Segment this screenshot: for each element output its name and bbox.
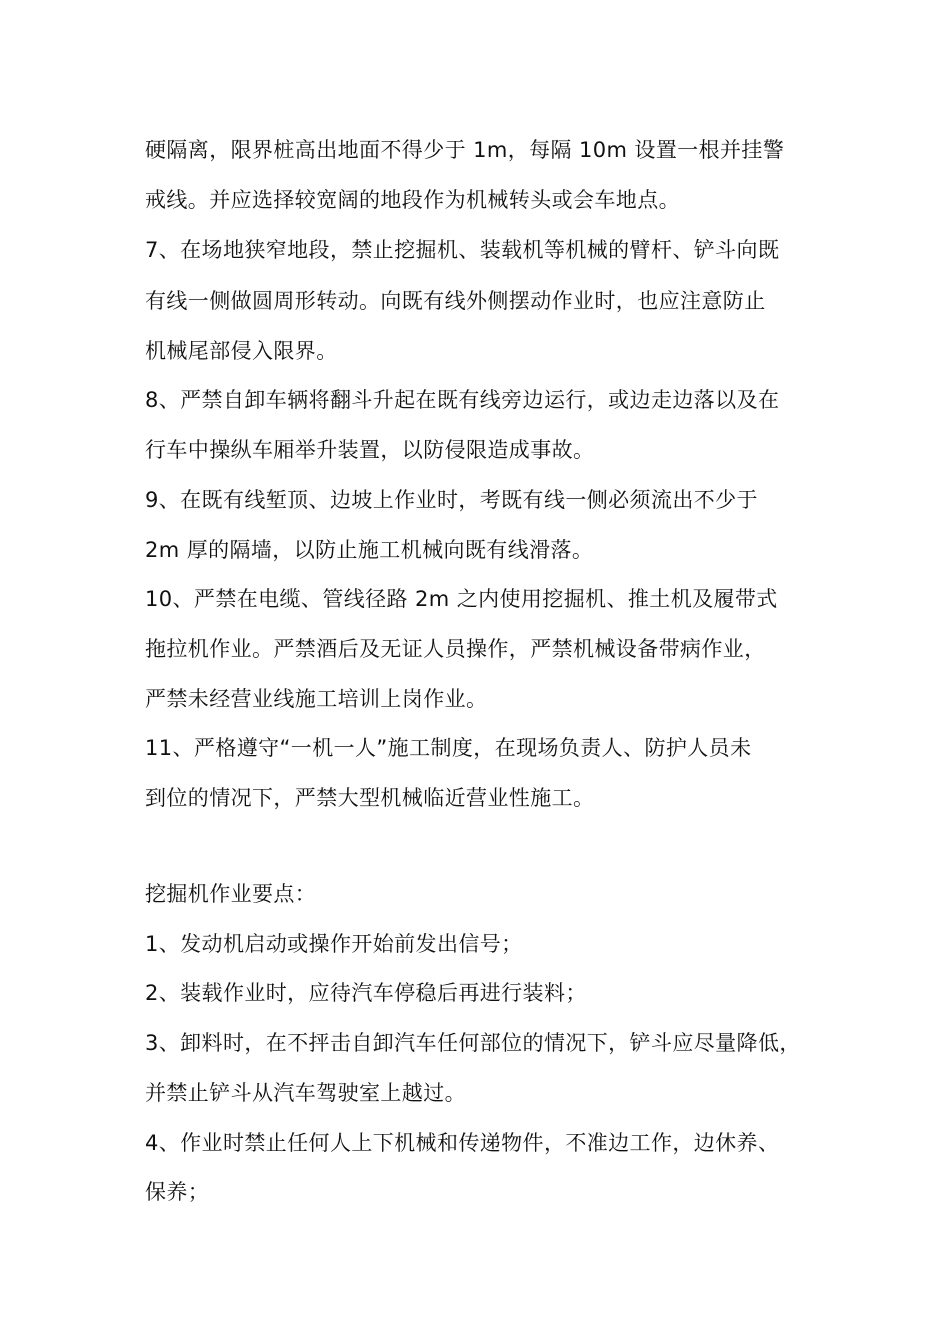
text-line: 保养； [145,1180,210,1204]
text-line: 行车中操纵车厢举升装置，以防侵限造成事故。 [145,438,595,462]
text-line: 10、严禁在电缆、管线径路 2m 之内使用挖掘机、推土机及履带式 [145,587,778,611]
text-line: 1、发动机启动或操作开始前发出信号； [145,932,523,956]
text-line: 2、装载作业时，应待汽车停稳后再进行装料； [145,981,587,1005]
text-line: 4、作业时禁止任何人上下机械和传递物件，不准边工作，边休养、 [145,1131,780,1155]
text-line: 2m 厚的隔墙，以防止施工机械向既有线滑落。 [145,538,594,562]
text-line: 有线一侧做圆周形转动。向既有线外侧摆动作业时，也应注意防止 [145,289,766,313]
text-line: 并禁止铲斗从汽车驾驶室上越过。 [145,1081,466,1105]
text-line: 7、在场地狭窄地段，禁止挖掘机、装载机等机械的臂杆、铲斗向既 [145,238,780,262]
text-line: 8、严禁自卸车辆将翻斗升起在既有线旁边运行，或边走边落以及在 [145,388,780,412]
text-line: 拖拉机作业。严禁酒后及无证人员操作，严禁机械设备带病作业， [145,637,766,661]
text-line: 3、卸料时，在不抨击自卸汽车任何部位的情况下，铲斗应尽量降低， [145,1031,801,1055]
text-line: 11、严格遵守“一机一人”施工制度，在现场负责人、防护人员未 [145,736,752,760]
text-line: 9、在既有线堑顶、边坡上作业时，考既有线一侧必须流出不少于 [145,488,758,512]
text-line: 硬隔离，限界桩高出地面不得少于 1m，每隔 10m 设置一根并挂警 [145,138,785,162]
text-line: 到位的情况下，严禁大型机械临近营业性施工。 [145,786,595,810]
section-heading: 挖掘机作业要点： [145,882,317,906]
text-line: 严禁未经营业线施工培训上岗作业。 [145,687,488,711]
text-line: 机械尾部侵入限界。 [145,339,338,363]
text-line: 戒线。并应选择较宽阔的地段作为机械转头或会车地点。 [145,188,680,212]
